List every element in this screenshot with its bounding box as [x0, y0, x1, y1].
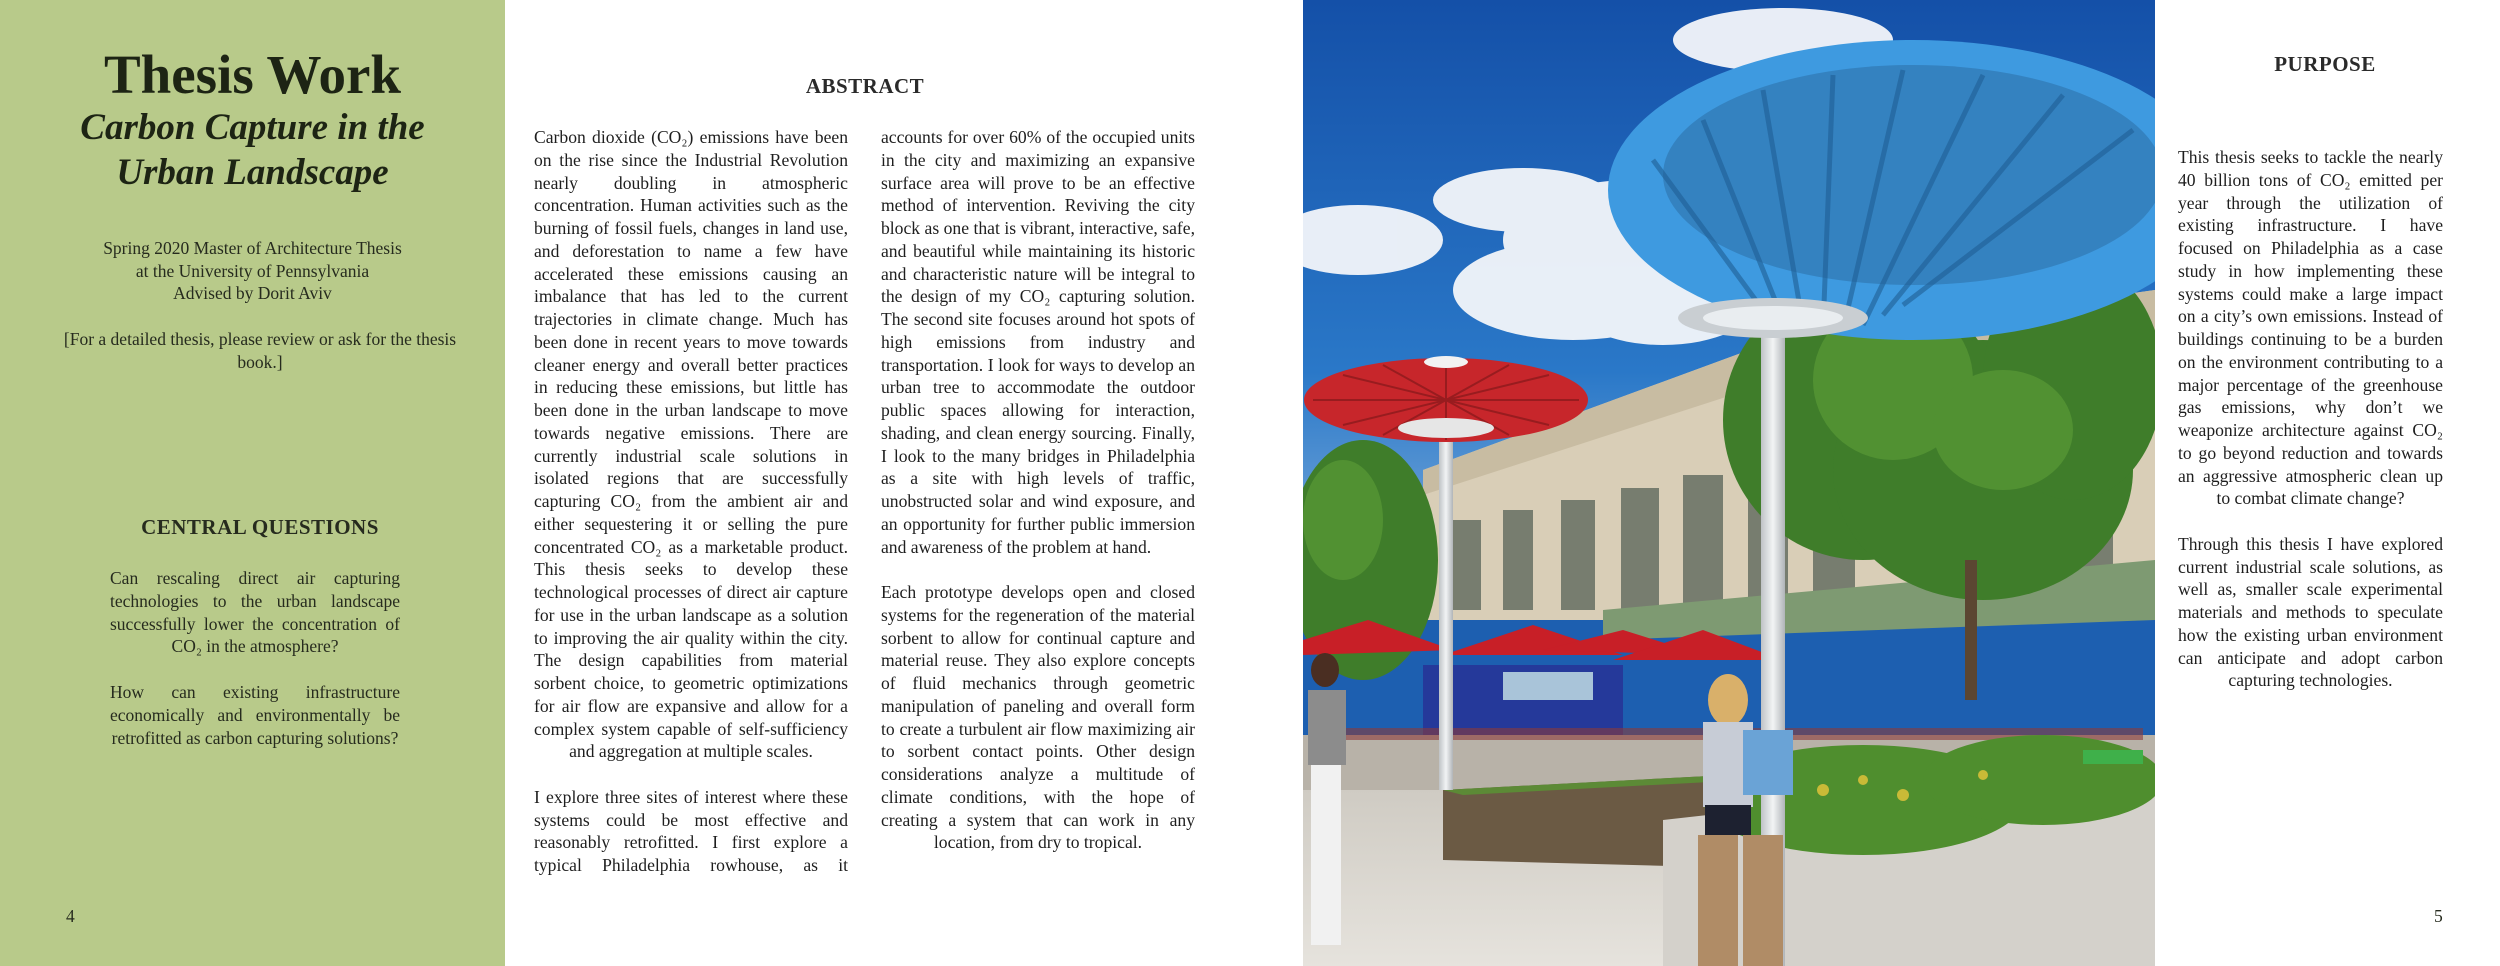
page-title: Thesis Work	[104, 44, 401, 105]
thesis-credits	[0, 237, 505, 305]
abstract-heading: ABSTRACT	[805, 74, 925, 98]
page-number-right: 5	[2434, 906, 2443, 926]
purpose-paragraph: Through this thesis I have explored current industrial scale solutions, as well as, smaller scale experimental materials and methods to speculate how the existing urban environment can anticipate and adopt carbon capturing technologies.	[2178, 533, 2443, 691]
page-subtitle	[0, 105, 505, 195]
central-question-1: Can rescaling direct air capturing technologies to the urban landscape successfully lower the concentration of CO₂ in the atmosphere?	[110, 568, 400, 657]
subtitle-line-1: Carbon Capture in the	[80, 107, 425, 148]
abstract-paragraph: I explore three sites of interest where these systems could be most effective and reasonably retrofitted. I first explore a typical Philadelphia rowhouse, as it	[534, 786, 848, 875]
canopy-rendering-photo	[1303, 0, 2155, 966]
subtitle-line-2: Urban Landscape	[116, 152, 389, 193]
purpose-column	[2178, 146, 2443, 692]
credit-line: at the University of Pennsylvania	[135, 260, 370, 281]
abstract-column-2	[881, 126, 1195, 854]
title-panel	[0, 0, 505, 966]
central-question-2: How can existing infrastructure economically and environmentally be retrofitted as carbon capturing solutions?	[110, 682, 400, 748]
abstract-paragraph: Carbon dioxide (CO₂) emissions have been on the rise since the Industrial Revolution nearly doubling in atmospheric concentration. Human activities such as the burning of fossil fuels, changes in land use, and deforestation to name a few have accelerated these emissions causing an imbalance that has led to the current trajectories in climate change. Much has been done in recent years to move towards cleaner energy and overall better practices in reducing these emissions, but little has been done in the urban landscape to move towards negative emissions. There are currently industrial scale solutions in isolated regions that are successfully capturing CO₂ from the ambient air and either sequestering it or selling the pure concentrated CO₂ as a marketable product. This thesis seeks to develop these technological processes of direct air capture for use in the urban landscape as a solution to improving the air quality within the city. The design capabilities from material sorbent choice, to geometric optimizations for air flow are expansive and allow for a complex system capable of self-sufficiency and aggregation at multiple scales.	[534, 127, 848, 762]
purpose-heading: PURPOSE	[2274, 52, 2376, 76]
plaza-illustration	[1303, 0, 2155, 966]
abstract-paragraph: Each prototype develops open and closed systems for the regeneration of the material sorbent to allow for continual capture and material reuse. They also explore concepts of fluid mechanics through geometric manipulation of paneling and overall form to create a turbulent air flow maximizing air to sorbent contact points. Other design considerations analyze a multitude of climate conditions, with the hope of creating a system that can work in any location, from dry to tropical.	[881, 582, 1195, 853]
credit-line: Spring 2020 Master of Architecture Thesis	[103, 238, 402, 258]
thesis-book-note: [For a detailed thesis, please review or ask for the thesis book.]	[63, 329, 457, 372]
page-number-left: 4	[66, 906, 75, 926]
credit-line: Advised by Dorit Aviv	[173, 283, 332, 303]
central-questions-heading: CENTRAL QUESTIONS	[141, 515, 379, 539]
purpose-paragraph: This thesis seeks to tackle the nearly 40 billion tons of CO₂ emitted per year through the utilization of existing infrastructure. I have focused on Philadelphia as a case study in how implementing these systems could make a large impact on a city’s own emissions. Instead of buildings continuing to be a burden on the environment contributing to a major percentage of the greenhouse gas emissions, why don’t we weaponize architecture against CO₂ to go beyond reduction and towards an aggressive atmospheric clean up to combat climate change?	[2178, 147, 2443, 509]
pedestrian-left	[1308, 653, 1346, 945]
abstract-paragraph: accounts for over 60% of the occupied units in the city and maximizing an expansive surface area will prove to be an effective method of intervention. Reviving the city block as one that is vibrant, interactive, safe, and beautiful while maintaining its historic and characteristic nature will be integral to the design of my CO₂ capturing solution. The second site focuses around hot spots of high emissions from industry and transportation. I look for ways to develop an urban tree to accommodate the outdoor public spaces allowing for interaction, shading, and clean energy sourcing. Finally, I look to the many bridges in Philadelphia as a site with high levels of traffic, unobstructed solar and wind exposure, and an opportunity for further public immersion and awareness of the problem at hand.	[881, 127, 1195, 557]
abstract-column-1	[534, 126, 848, 877]
